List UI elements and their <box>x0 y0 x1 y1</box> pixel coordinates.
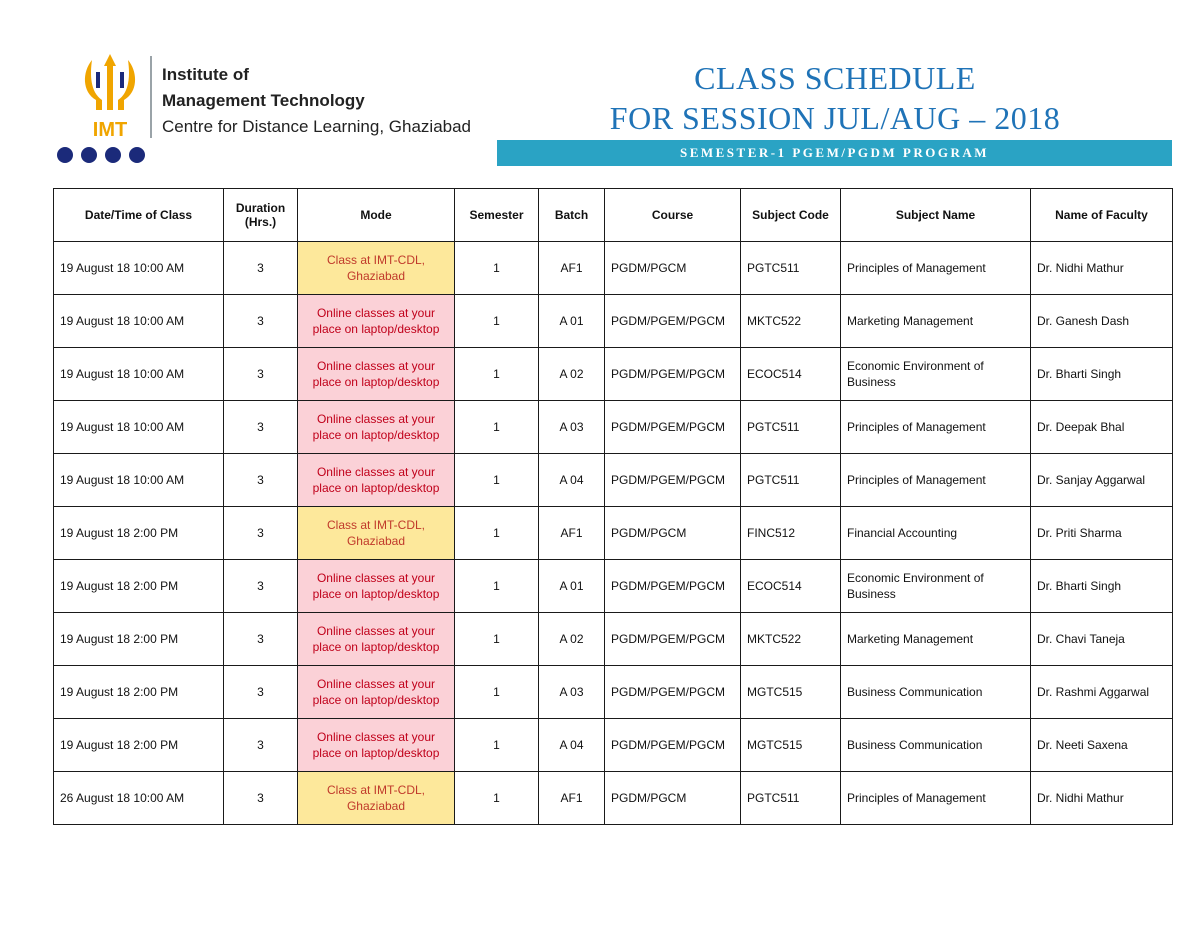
cell-subject-code: PGTC511 <box>741 454 841 507</box>
cell-batch: AF1 <box>539 772 605 825</box>
header-faculty: Name of Faculty <box>1031 189 1173 242</box>
cell-subject-code: FINC512 <box>741 507 841 560</box>
page-header <box>0 0 1200 185</box>
table-row <box>54 454 1173 507</box>
cell-mode: Class at IMT-CDL, Ghaziabad <box>298 772 455 825</box>
cell-course: PGDM/PGEM/PGCM <box>605 666 741 719</box>
cell-semester: 1 <box>455 560 539 613</box>
cell-faculty: Dr. Sanjay Aggarwal <box>1031 454 1173 507</box>
table-row <box>54 666 1173 719</box>
cell-subject-code: PGTC511 <box>741 242 841 295</box>
header-mode: Mode <box>298 189 455 242</box>
cell-semester: 1 <box>455 295 539 348</box>
cell-course: PGDM/PGEM/PGCM <box>605 454 741 507</box>
cell-subject-code: ECOC514 <box>741 560 841 613</box>
cell-batch: AF1 <box>539 507 605 560</box>
table-row <box>54 772 1173 825</box>
header-batch: Batch <box>539 189 605 242</box>
cell-semester: 1 <box>455 454 539 507</box>
header-course: Course <box>605 189 741 242</box>
header-semester: Semester <box>455 189 539 242</box>
cell-mode: Online classes at your place on laptop/desktop <box>298 719 455 772</box>
table-row <box>54 401 1173 454</box>
org-line-3: Centre for Distance Learning, Ghaziabad <box>162 117 472 136</box>
logo-text: IMT <box>92 119 128 141</box>
cell-faculty: Dr. Chavi Taneja <box>1031 613 1173 666</box>
org-name <box>162 62 471 140</box>
cell-subject-code: MGTC515 <box>741 666 841 719</box>
cell-course: PGDM/PGEM/PGCM <box>605 560 741 613</box>
cell-semester: 1 <box>455 772 539 825</box>
cell-course: PGDM/PGCM <box>605 772 741 825</box>
cell-batch: A 04 <box>539 719 605 772</box>
cell-subject-name: Financial Accounting <box>841 507 1031 560</box>
cell-subject-name: Principles of Management <box>841 242 1031 295</box>
cell-faculty: Dr. Priti Sharma <box>1031 507 1173 560</box>
org-divider <box>150 56 152 138</box>
table-row <box>54 719 1173 772</box>
cell-faculty: Dr. Nidhi Mathur <box>1031 242 1173 295</box>
header-duration: Duration (Hrs.) <box>224 189 298 242</box>
table-row <box>54 613 1173 666</box>
title-line-2: FOR SESSION JUL/AUG – 2018 <box>609 100 1061 136</box>
cell-datetime: 19 August 18 10:00 AM <box>54 348 224 401</box>
imt-logo <box>52 52 162 167</box>
cell-semester: 1 <box>455 401 539 454</box>
cell-mode: Online classes at your place on laptop/desktop <box>298 613 455 666</box>
cell-faculty: Dr. Rashmi Aggarwal <box>1031 666 1173 719</box>
cell-datetime: 19 August 18 2:00 PM <box>54 560 224 613</box>
cell-subject-name: Marketing Management <box>841 295 1031 348</box>
cell-mode: Online classes at your place on laptop/desktop <box>298 454 455 507</box>
cell-duration: 3 <box>224 507 298 560</box>
cell-subject-name: Economic Environment of Business <box>841 560 1031 613</box>
cell-course: PGDM/PGEM/PGCM <box>605 719 741 772</box>
cell-datetime: 19 August 18 10:00 AM <box>54 454 224 507</box>
cell-duration: 3 <box>224 454 298 507</box>
cell-batch: A 02 <box>539 348 605 401</box>
cell-semester: 1 <box>455 613 539 666</box>
table-row <box>54 507 1173 560</box>
cell-duration: 3 <box>224 560 298 613</box>
cell-course: PGDM/PGEM/PGCM <box>605 401 741 454</box>
cell-duration: 3 <box>224 666 298 719</box>
cell-batch: A 03 <box>539 666 605 719</box>
cell-subject-name: Principles of Management <box>841 454 1031 507</box>
cell-datetime: 19 August 18 2:00 PM <box>54 719 224 772</box>
program-banner: SEMESTER-1 PGEM/PGDM PROGRAM <box>497 140 1172 166</box>
header-subject-name: Subject Name <box>841 189 1031 242</box>
cell-duration: 3 <box>224 772 298 825</box>
header-datetime: Date/Time of Class <box>54 189 224 242</box>
cell-duration: 3 <box>224 613 298 666</box>
cell-course: PGDM/PGCM <box>605 507 741 560</box>
cell-mode: Class at IMT-CDL, Ghaziabad <box>298 242 455 295</box>
cell-datetime: 19 August 18 10:00 AM <box>54 242 224 295</box>
cell-course: PGDM/PGEM/PGCM <box>605 348 741 401</box>
cell-faculty: Dr. Ganesh Dash <box>1031 295 1173 348</box>
org-line-1: Institute of <box>162 65 249 84</box>
cell-faculty: Dr. Nidhi Mathur <box>1031 772 1173 825</box>
cell-subject-name: Business Communication <box>841 719 1031 772</box>
cell-batch: A 03 <box>539 401 605 454</box>
cell-duration: 3 <box>224 295 298 348</box>
cell-duration: 3 <box>224 242 298 295</box>
cell-subject-code: MGTC515 <box>741 719 841 772</box>
cell-subject-code: ECOC514 <box>741 348 841 401</box>
cell-subject-code: PGTC511 <box>741 772 841 825</box>
cell-datetime: 19 August 18 10:00 AM <box>54 295 224 348</box>
cell-course: PGDM/PGCM <box>605 242 741 295</box>
table-row <box>54 295 1173 348</box>
cell-course: PGDM/PGEM/PGCM <box>605 613 741 666</box>
cell-subject-code: MKTC522 <box>741 613 841 666</box>
cell-semester: 1 <box>455 242 539 295</box>
table-row <box>54 560 1173 613</box>
header-row <box>54 189 1173 242</box>
cell-semester: 1 <box>455 666 539 719</box>
cell-semester: 1 <box>455 719 539 772</box>
title-line-1: CLASS SCHEDULE <box>694 60 976 96</box>
cell-mode: Online classes at your place on laptop/desktop <box>298 348 455 401</box>
cell-duration: 3 <box>224 348 298 401</box>
schedule-table <box>53 188 1173 825</box>
cell-faculty: Dr. Bharti Singh <box>1031 348 1173 401</box>
org-line-2: Management Technology <box>162 91 365 110</box>
cell-faculty: Dr. Neeti Saxena <box>1031 719 1173 772</box>
cell-subject-code: PGTC511 <box>741 401 841 454</box>
cell-batch: A 04 <box>539 454 605 507</box>
title-block <box>540 58 1130 138</box>
cell-mode: Online classes at your place on laptop/desktop <box>298 401 455 454</box>
cell-datetime: 19 August 18 10:00 AM <box>54 401 224 454</box>
cell-duration: 3 <box>224 719 298 772</box>
cell-datetime: 19 August 18 2:00 PM <box>54 666 224 719</box>
cell-subject-name: Marketing Management <box>841 613 1031 666</box>
cell-subject-name: Business Communication <box>841 666 1031 719</box>
cell-subject-code: MKTC522 <box>741 295 841 348</box>
cell-faculty: Dr. Deepak Bhal <box>1031 401 1173 454</box>
cell-datetime: 19 August 18 2:00 PM <box>54 507 224 560</box>
cell-duration: 3 <box>224 401 298 454</box>
cell-datetime: 26 August 18 10:00 AM <box>54 772 224 825</box>
cell-batch: A 02 <box>539 613 605 666</box>
table-row <box>54 348 1173 401</box>
cell-semester: 1 <box>455 348 539 401</box>
cell-faculty: Dr. Bharti Singh <box>1031 560 1173 613</box>
cell-subject-name: Principles of Management <box>841 772 1031 825</box>
cell-course: PGDM/PGEM/PGCM <box>605 295 741 348</box>
cell-mode: Class at IMT-CDL, Ghaziabad <box>298 507 455 560</box>
cell-semester: 1 <box>455 507 539 560</box>
cell-subject-name: Principles of Management <box>841 401 1031 454</box>
cell-batch: A 01 <box>539 295 605 348</box>
cell-mode: Online classes at your place on laptop/desktop <box>298 560 455 613</box>
schedule-body <box>54 242 1173 825</box>
cell-batch: A 01 <box>539 560 605 613</box>
cell-mode: Online classes at your place on laptop/desktop <box>298 666 455 719</box>
cell-datetime: 19 August 18 2:00 PM <box>54 613 224 666</box>
cell-mode: Online classes at your place on laptop/desktop <box>298 295 455 348</box>
table-row <box>54 242 1173 295</box>
header-subject-code: Subject Code <box>741 189 841 242</box>
cell-batch: AF1 <box>539 242 605 295</box>
cell-subject-name: Economic Environment of Business <box>841 348 1031 401</box>
